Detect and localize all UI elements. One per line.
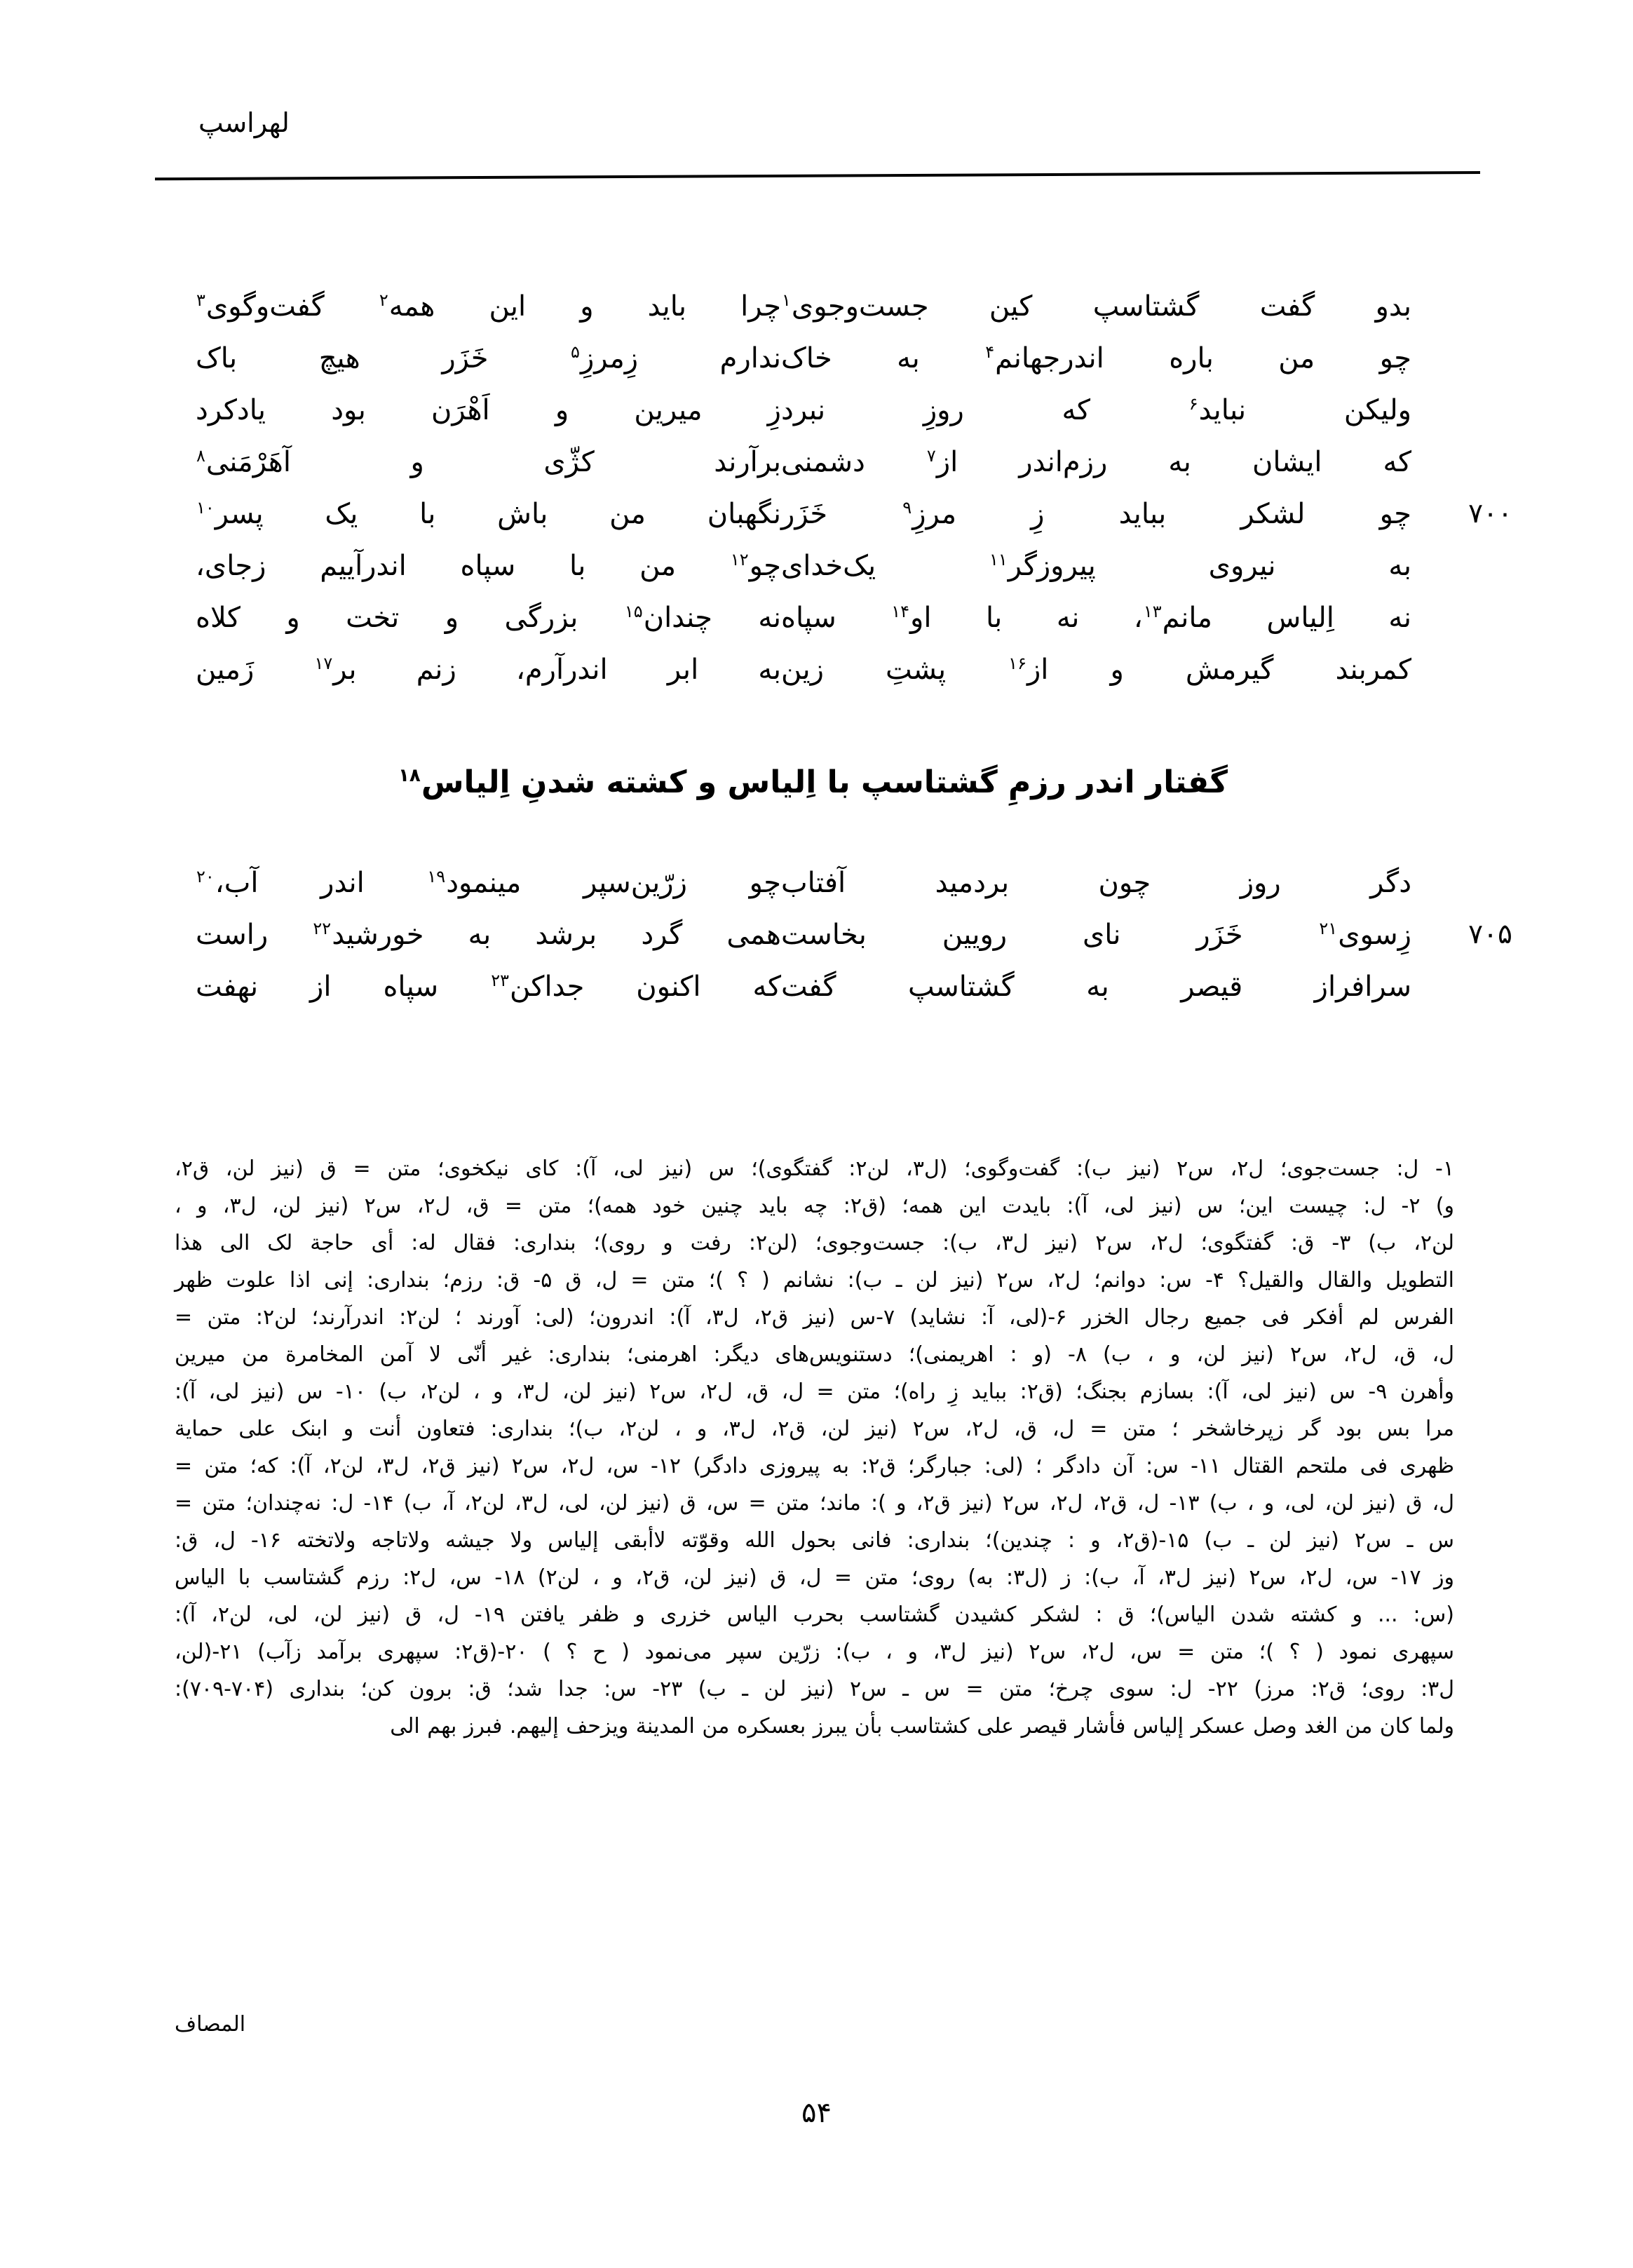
apparatus-line: وز ۱۷- س، ل۲، س۲ (نیز ل۳، آ، ب): ز (ل۳: به) روی؛ متن = ل، ق (نیز لن، ق۲، و ، لن۲) ۱۸- س، ل۲: رزم گشتاسب با الیاس <box>175 1565 1455 1590</box>
note-marker: ۱ <box>782 290 791 310</box>
note-marker: ۲۰ <box>196 866 215 886</box>
note-marker: ۱۰ <box>196 497 215 518</box>
note-marker: ۵ <box>571 342 580 362</box>
hemistich-right: بدو گفت گشتاسپ کین جست‌وجوی$^۱$ <box>782 290 1411 323</box>
note-marker: ۱۳ <box>1143 601 1162 621</box>
note-marker: ۹ <box>902 497 912 518</box>
apparatus-line: س ـ س۲ (نیز لن ـ ب) ۱۵-(ق۲، و : چندین)؛ بنداری: فانی بحول الله وقوّته لاأبقی إلیاس ولا جیشه ولاتاجه ولاتخته ۱۶- ل، ق: <box>175 1528 1455 1553</box>
note-marker: ۳ <box>196 290 205 310</box>
note-marker: ۸ <box>196 445 205 466</box>
hemistich-right: سرافراز قیصر به گشتاسپ گفت <box>781 971 1411 1003</box>
apparatus-line: الفرس لم أفکر فی جمیع رجال الخزر ۶-(لی، آ: نشاید) ۷-س (نیز ق۲، ل۳، آ): اندرون؛ (لی: آورند ؛ لن۲: اندرآرند؛ لن۲: متن = <box>175 1305 1455 1330</box>
apparatus-line: و) ۲- ل: چیست این؛ س (نیز لی، آ): بایدت این همه؛ (ق۲: چه باید چنین خود همه)؛ متن = ق، ل۲، س۲ (نیز لن، ل۳، و ، <box>175 1194 1455 1218</box>
verse-number: ۷۰۰ <box>1468 498 1512 529</box>
folio-number: ۵۴ <box>801 2097 832 2129</box>
hemistich-left: چرا باید و این همه$^۲$ گفت‌وگوی$^۳$ <box>196 290 781 323</box>
note-marker: ۲۲ <box>313 918 332 938</box>
verse-number: ۷۰۵ <box>1468 919 1512 950</box>
hemistich-right: زِسوی$^{۲۱}$ خَزَر نای رویین بخاست <box>781 918 1411 951</box>
running-head-title: لهراسپ <box>198 107 290 138</box>
verse-line <box>196 281 1430 332</box>
apparatus-line: التطویل والقال والقیل؟ ۴- س: دوانم؛ ل۲، س۲ (نیز لن ـ ب): نشانم ( ؟ )؛ متن = ل، ق ۵- ق: رزم؛ بنداری: إنی اذا علوت ظهر <box>175 1268 1454 1292</box>
note-marker: ۲ <box>379 290 388 310</box>
note-marker: ۱۹ <box>427 866 446 886</box>
section-heading-note: ۱۸ <box>398 765 421 787</box>
hemistich-left: چو$^{۱۲}$ من با سپاه اندرآییم زجای، <box>196 549 781 582</box>
hemistich-left: همی گرد برشد به خورشید$^{۲۲}$ راست <box>196 918 781 951</box>
note-marker: ۲۱ <box>1319 918 1338 938</box>
apparatus-line: ۱- ل: جست‌جوی؛ ل۲، س۲ (نیز ب): گفت‌وگوی؛ (ل۳، لن۲: گفتگوی)؛ س (نیز لی، آ): کای نیکخوی؛ متن = ق (نیز لن، ق۲، <box>175 1156 1455 1181</box>
section-heading <box>196 764 1430 800</box>
verse-block-2 <box>196 857 1512 1013</box>
apparatus-line: ولما کان من الغد وصل عسکر إلیاس فأشار قیصر علی کشتاسب بأن یبرز بعسکره من المدینة ویزحف إلیهم. فبرز بهم الی <box>390 1714 1454 1739</box>
apparatus-line: ل، ق، ل۲، س۲ (نیز لن، و ، ب) ۸- (و : اهریمنی)؛ دستنویس‌های دیگر: اهرمنی؛ بنداری: غیر أنّی لا آمن المخامرة من میرین <box>175 1342 1455 1367</box>
apparatus-line: ظهری فی ملتحم القتال ۱۱- س: آن دادگر ؛ (لی: جبارگر؛ ق۲: به پیروزی دادگر) ۱۲- س، ل۲، س۲ (نیز ق۲، ل۳، لن۲، آ): که؛ متن = <box>175 1454 1454 1478</box>
hemistich-right: کمربند گیرمش و از$^{۱۶}$ پشتِ زین <box>781 653 1412 686</box>
verse-line <box>196 909 1512 961</box>
note-marker: ۴ <box>985 342 995 362</box>
apparatus-line: سپهری نمود ( ؟ )؛ متن = س، ل۲، س۲ (نیز ل۳، و ، ب): زرّین سپر می‌نمود ( ح ؟ ) ۲۰-(ق۲: سپهری برآمد زآب) ۲۱-(لن، <box>175 1640 1454 1664</box>
hemistich-left: نه چندان$^{۱۵}$ بزرگی و تخت و کلاه <box>196 601 781 634</box>
apparatus-line: وأهرن ۹- س (نیز لی، آ): بسازم بجنگ؛ (ق۲: بباید زِ راه)؛ متن = ل، ق، ل۲، س۲ (نیز لن، ل۳، و ، لن۲، ب) ۱۰- س (نیز لی، آ): <box>175 1379 1454 1404</box>
apparatus-line: ل، ق (نیز لن، لی، و ، ب) ۱۳- ل، ق۲، ل۲، س۲ (نیز ق۲، و ): ماند؛ متن = س، ق (نیز لن، لی، ل۳، لن۲، آ، ب) ۱۴- ل: نه‌چندان؛ متن = <box>175 1491 1455 1516</box>
note-marker: ۱۲ <box>730 549 749 569</box>
verse-line <box>196 644 1430 696</box>
hemistich-right: نه اِلیاس مانم$^{۱۳}$، نه با او$^{۱۴}$ سپاه <box>781 601 1411 634</box>
note-marker: ۱۷ <box>314 653 333 673</box>
note-marker: ۱۵ <box>624 601 643 621</box>
hemistich-left: نگهبان من باش با یک پسر$^{۱۰}$ <box>196 497 781 530</box>
critical-apparatus <box>175 1150 1454 1745</box>
hemistich-left: برآرند کژّی و آهَرْمَنی$^۸$ <box>196 445 781 478</box>
note-marker: ۲۳ <box>491 970 509 990</box>
hemistich-right: چو من باره اندرجهانم$^۴$ به خاک <box>781 342 1411 374</box>
verse-line <box>196 857 1430 909</box>
hemistich-left: زِ میرین و اَهْرَن بود یادکرد <box>196 394 781 426</box>
note-marker: ۶ <box>1188 393 1198 414</box>
verse-block-1 <box>196 281 1512 696</box>
note-marker: ۷ <box>926 445 936 466</box>
hemistich-left: چو زرّین‌سپر مینمود$^{۱۹}$ اندر آب،$^{۲۰}$ <box>196 866 781 899</box>
note-marker: ۱۱ <box>989 549 1008 569</box>
apparatus-line: ل۳: روی؛ ق۲: مرز) ۲۲- ل: سوی چرخ؛ متن = س ـ س۲ (نیز لن ـ ب) ۲۳- س: جدا شد؛ ق: برون کن؛ بنداری (۷۰۴-۷۰۹): <box>175 1677 1455 1701</box>
running-head <box>148 109 1480 138</box>
hemistich-left: که اکنون جداکن$^{۲۳}$ سپاه از نهفت <box>196 970 782 1003</box>
note-marker: ۱۶ <box>1008 653 1026 673</box>
verse-line <box>196 384 1430 436</box>
verse-line <box>196 436 1430 488</box>
hemistich-right: ولیکن نباید$^۶$ که روزِ نبرد <box>781 393 1411 426</box>
verse-line <box>196 540 1430 592</box>
verse-line <box>196 488 1512 540</box>
critical-apparatus-tail: المصاف <box>175 2012 246 2037</box>
apparatus-line: (س: ... و کشته شدن الیاس)؛ ق : لشکر کشیدن گشتاسب بحرب الیاس خزری و ظفر یافتن ۱۹- ل، ق (نیز لن، لی، لن۲، آ): <box>175 1602 1454 1627</box>
section-heading-text: گفتار اندر رزمِ گشتاسپ با اِلیاس و کشته شدنِ اِلیاس <box>421 764 1228 800</box>
hemistich-right: چو لشکر بباید زِ مرزِ$^۹$ خَزَر <box>781 497 1411 530</box>
hemistich-right: دگر روز چون بردمید آفتاب <box>781 867 1411 899</box>
verse-line <box>196 961 1430 1013</box>
header-rule <box>155 171 1480 180</box>
verse-line <box>196 332 1430 384</box>
hemistich-right: که ایشان به رزم‌اندر از$^۷$ دشمنی <box>781 445 1411 478</box>
note-marker: ۱۴ <box>891 601 910 621</box>
hemistich-left: به ابر اندرآرم، زنم بر$^{۱۷}$ زَمین <box>196 653 781 686</box>
verse-line <box>196 592 1430 644</box>
apparatus-line: لن۲، ب) ۳- ق: گفتگوی؛ ل۲، س۲ (نیز ل۳، ب): جست‌وجوی؛ (لن۲: رفت و روی)؛ بنداری: فقال له: أی حاجة لک الی هذا <box>175 1231 1454 1255</box>
apparatus-line: مرا بس بود گر زپرخاشخر ؛ متن = ل، ق، ل۲، س۲ (نیز لن، ق۲، ل۳، و ، لن۲، ب)؛ بنداری: فتعاون أنت و ابنک علی حمایة <box>175 1417 1454 1441</box>
hemistich-right: به نیروی پیروزگر$^{۱۱}$ یک‌خدای <box>781 549 1411 582</box>
hemistich-left: ندارم زِمرزِ$^۵$ خَزَر هیچ باک <box>196 342 781 374</box>
